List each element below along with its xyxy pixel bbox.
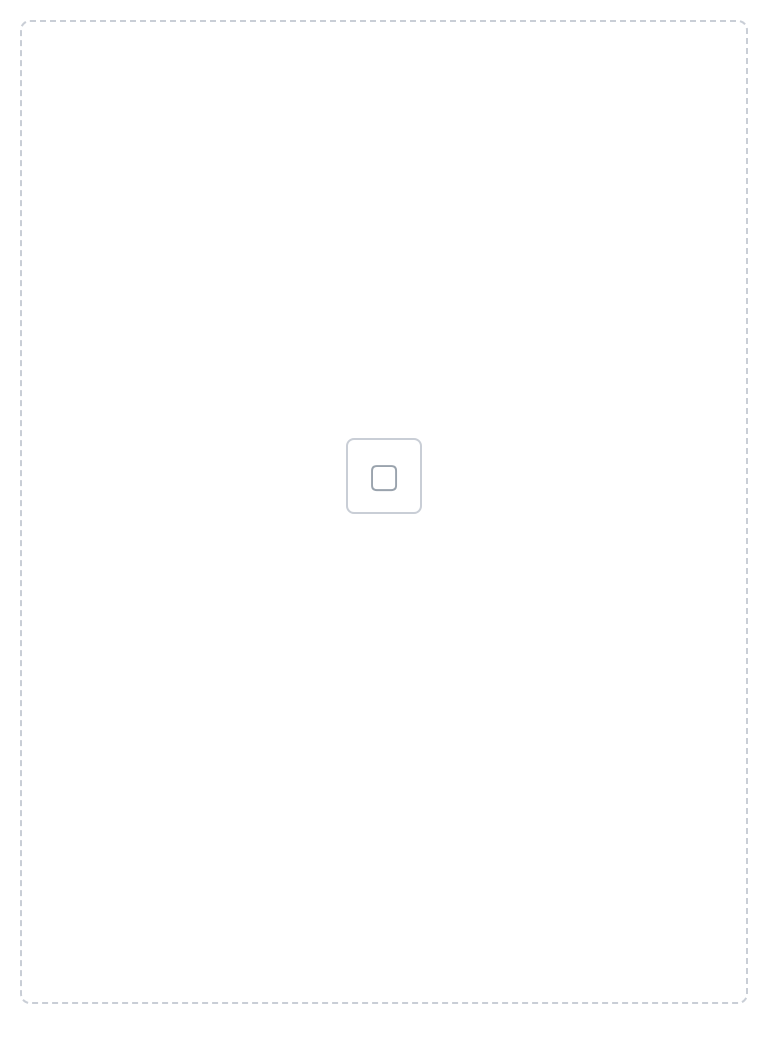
placeholder-frame [20,20,748,1004]
image-missing-icon: ▢ [346,438,422,514]
